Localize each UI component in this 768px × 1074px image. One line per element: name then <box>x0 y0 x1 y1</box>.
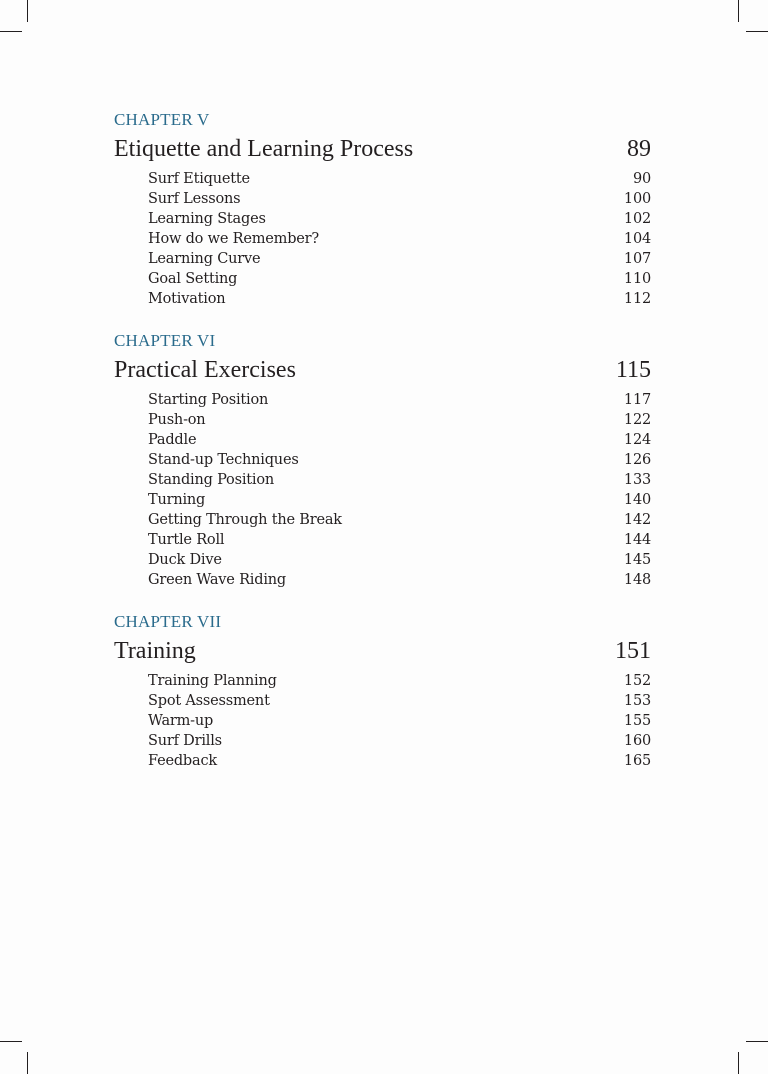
toc-entry-title: Surf Drills <box>148 733 222 749</box>
toc-entry-title: Training Planning <box>148 673 277 689</box>
crop-mark-top-right-h <box>746 31 768 32</box>
toc-entry-page: 100 <box>623 191 651 207</box>
section-list <box>114 671 651 771</box>
toc-entry[interactable] <box>148 691 651 711</box>
crop-mark-bottom-left-h <box>0 1041 22 1042</box>
toc-entry[interactable] <box>148 711 651 731</box>
toc-entry-page: 122 <box>623 412 651 428</box>
section-list <box>114 390 651 590</box>
toc-entry-title: Spot Assessment <box>148 693 270 709</box>
chapter-section <box>114 331 651 590</box>
toc-entry[interactable] <box>148 490 651 510</box>
toc-entry[interactable] <box>148 390 651 410</box>
crop-mark-top-left <box>27 0 28 22</box>
chapter-title: Etiquette and Learning Process <box>114 136 414 162</box>
chapter-page-number: 151 <box>615 638 651 664</box>
toc-entry-title: Getting Through the Break <box>148 512 342 528</box>
toc-entry-page: 165 <box>623 753 651 769</box>
crop-mark-bottom-left <box>27 1052 28 1074</box>
chapter-page-number: 89 <box>627 136 651 162</box>
toc-entry[interactable] <box>148 209 651 229</box>
toc-entry-page: 124 <box>623 432 651 448</box>
crop-mark-top-right <box>738 0 739 22</box>
crop-mark-bottom-right-h <box>746 1041 768 1042</box>
toc-entry[interactable] <box>148 269 651 289</box>
toc-entry-title: Push-on <box>148 412 206 428</box>
toc-entry-page: 117 <box>623 392 651 408</box>
toc-entry[interactable] <box>148 249 651 269</box>
toc-entry[interactable] <box>148 550 651 570</box>
toc-entry[interactable] <box>148 289 651 309</box>
toc-entry-title: Standing Position <box>148 472 275 488</box>
toc-entry-title: Green Wave Riding <box>148 572 286 588</box>
toc-entry-page: 145 <box>623 552 651 568</box>
chapter-section <box>114 110 651 309</box>
toc-entry-page: 90 <box>632 171 651 187</box>
toc-entry[interactable] <box>148 470 651 490</box>
chapter-heading[interactable] <box>114 636 651 666</box>
toc-entry[interactable] <box>148 410 651 430</box>
chapter-heading[interactable] <box>114 355 651 385</box>
chapter-page-number: 115 <box>615 357 651 383</box>
toc-entry-title: Feedback <box>148 753 217 769</box>
toc-entry-title: Motivation <box>148 291 226 307</box>
toc-entry[interactable] <box>148 751 651 771</box>
chapter-label: CHAPTER VII <box>114 612 222 631</box>
toc-entry-page: 153 <box>623 693 651 709</box>
toc-entry[interactable] <box>148 189 651 209</box>
chapter-title: Practical Exercises <box>114 357 296 383</box>
toc-entry-page: 126 <box>623 452 651 468</box>
toc-entry-page: 110 <box>623 271 651 287</box>
toc-entry[interactable] <box>148 450 651 470</box>
toc-entry-page: 102 <box>623 211 651 227</box>
chapter-label: CHAPTER V <box>114 110 210 129</box>
toc-entry-title: Learning Curve <box>148 251 261 267</box>
toc-entry-title: Turtle Roll <box>148 532 225 548</box>
toc-entry[interactable] <box>148 570 651 590</box>
toc-entry-title: Starting Position <box>148 392 269 408</box>
toc-entry-title: Stand-up Techniques <box>148 452 299 468</box>
toc-entry[interactable] <box>148 671 651 691</box>
toc-entry-title: Surf Lessons <box>148 191 241 207</box>
toc-entry-page: 142 <box>623 512 651 528</box>
toc-entry-page: 144 <box>623 532 651 548</box>
toc-entry-title: Goal Setting <box>148 271 238 287</box>
chapter-label: CHAPTER VI <box>114 331 216 350</box>
toc-entry-page: 160 <box>623 733 651 749</box>
section-list <box>114 169 651 309</box>
toc-entry[interactable] <box>148 731 651 751</box>
toc-entry-page: 112 <box>623 291 651 307</box>
toc-entry-page: 152 <box>623 673 651 689</box>
crop-mark-bottom-right <box>738 1052 739 1074</box>
toc-entry-title: Warm-up <box>148 713 214 729</box>
toc-entry-title: Duck Dive <box>148 552 222 568</box>
toc-entry[interactable] <box>148 430 651 450</box>
toc-entry[interactable] <box>148 510 651 530</box>
toc-entry-title: Surf Etiquette <box>148 171 250 187</box>
toc-entry-page: 155 <box>623 713 651 729</box>
toc-entry-title: How do we Remember? <box>148 231 319 247</box>
toc-entry-title: Paddle <box>148 432 197 448</box>
toc-entry-page: 104 <box>623 231 651 247</box>
chapter-section <box>114 612 651 771</box>
toc-entry[interactable] <box>148 169 651 189</box>
toc-entry[interactable] <box>148 229 651 249</box>
crop-mark-top-left-h <box>0 31 22 32</box>
toc-entry[interactable] <box>148 530 651 550</box>
chapter-heading[interactable] <box>114 134 651 164</box>
toc-entry-title: Learning Stages <box>148 211 266 227</box>
chapter-title: Training <box>114 638 196 664</box>
table-of-contents <box>114 110 651 793</box>
toc-entry-title: Turning <box>148 492 206 508</box>
toc-entry-page: 133 <box>623 472 651 488</box>
toc-entry-page: 140 <box>623 492 651 508</box>
toc-entry-page: 148 <box>623 572 651 588</box>
toc-entry-page: 107 <box>623 251 651 267</box>
